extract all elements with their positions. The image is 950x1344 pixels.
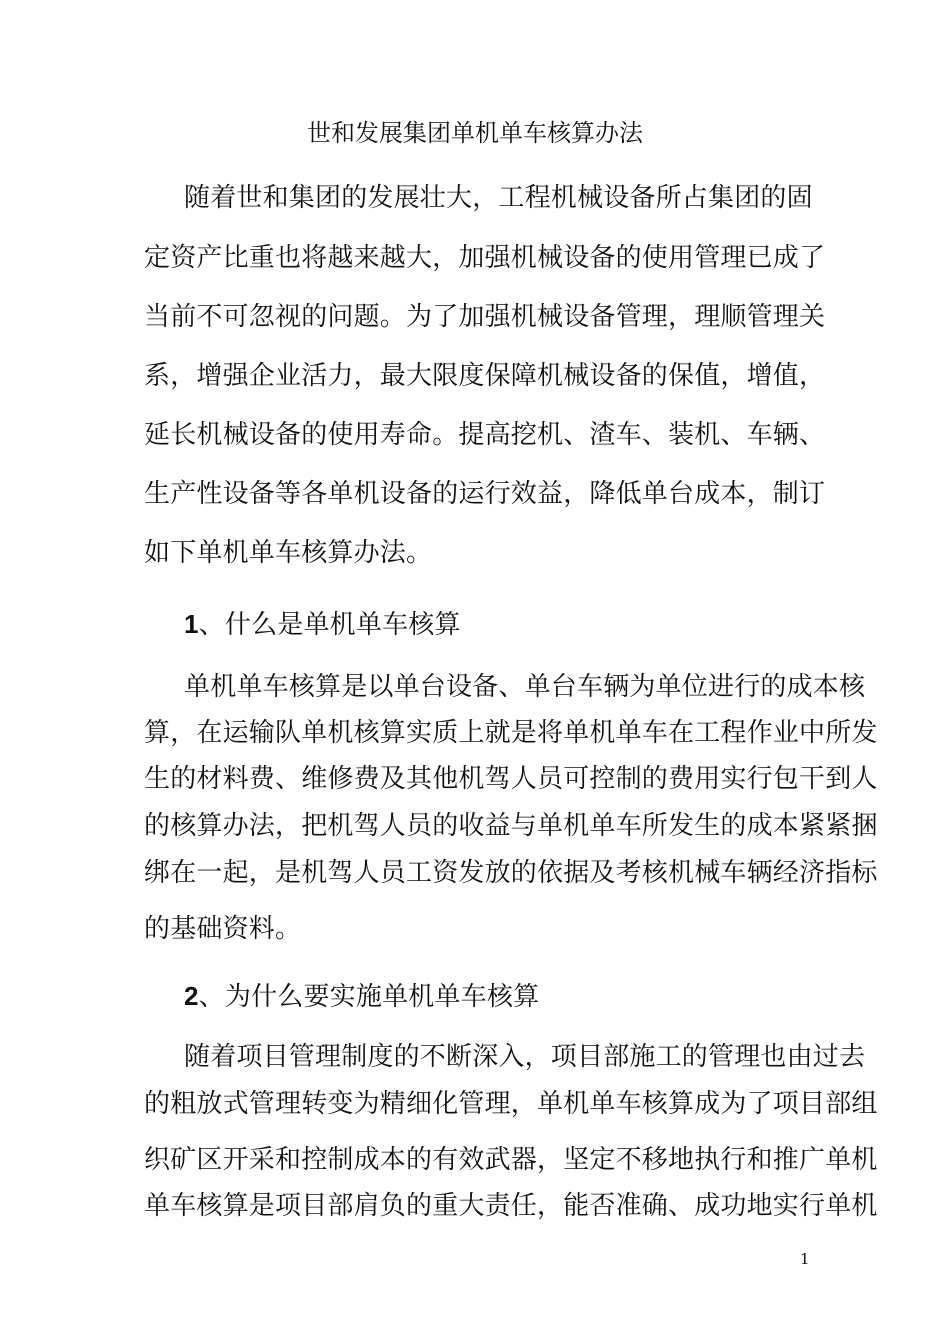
intro-line-7: 如下单机单车核算办法。 xyxy=(144,538,433,568)
section-2-line-3: 织矿区开采和控制成本的有效武器，坚定不移地执行和推广单机 xyxy=(144,1145,878,1175)
intro-line-6: 生产性设备等各单机设备的运行效益，降低单台成本，制订 xyxy=(144,479,826,509)
section-2-line-2: 的粗放式管理转变为精细化管理，单机单车核算成为了项目部组 xyxy=(144,1089,878,1119)
section-1-line-1: 单机单车核算是以单台设备、单台车辆为单位进行的成本核 xyxy=(184,672,866,702)
section-1-heading xyxy=(184,606,812,643)
section-1-line-6: 的基础资料。 xyxy=(144,914,302,944)
intro-line-5: 延长机械设备的使用寿命。提高挖机、渣车、装机、车辆、 xyxy=(144,420,826,450)
section-1-line-5: 绑在一起，是机驾人员工资发放的依据及考核机械车辆经济指标 xyxy=(144,858,878,888)
section-1-line-3: 生的材料费、维修费及其他机驾人员可控制的费用实行包干到人 xyxy=(144,764,878,794)
section-1-line-4: 的核算办法，把机驾人员的收益与单机单车所发生的成本紧紧捆 xyxy=(144,811,878,841)
section-2-line-4: 单车核算是项目部肩负的重大责任，能否准确、成功地实行单机 xyxy=(144,1191,878,1221)
document-title: 世和发展集团单机单车核算办法 xyxy=(307,119,643,147)
intro-line-3: 当前不可忽视的问题。为了加强机械设备管理，理顺管理关 xyxy=(144,302,826,332)
page-number: 1 xyxy=(800,1250,810,1268)
section-1-line-2: 算，在运输队单机核算实质上就是将单机单车在工程作业中所发 xyxy=(144,718,878,748)
section-2-line-1: 随着项目管理制度的不断深入，项目部施工的管理也由过去 xyxy=(184,1042,866,1072)
section-2-heading-text: 、为什么要实施单机单车核算 xyxy=(198,982,540,1012)
intro-line-4: 系，增强企业活力，最大限度保障机械设备的保值，增值， xyxy=(144,361,826,391)
section-2-heading xyxy=(184,978,812,1015)
section-2-number: 2 xyxy=(184,981,199,1011)
intro-line-2: 定资产比重也将越来越大，加强机械设备的使用管理已成了 xyxy=(144,243,826,273)
section-1-heading-text: 、什么是单机单车核算 xyxy=(198,610,461,640)
section-1-number: 1 xyxy=(184,609,199,639)
intro-line-1: 随着世和集团的发展壮大，工程机械设备所占集团的固 xyxy=(184,183,813,213)
